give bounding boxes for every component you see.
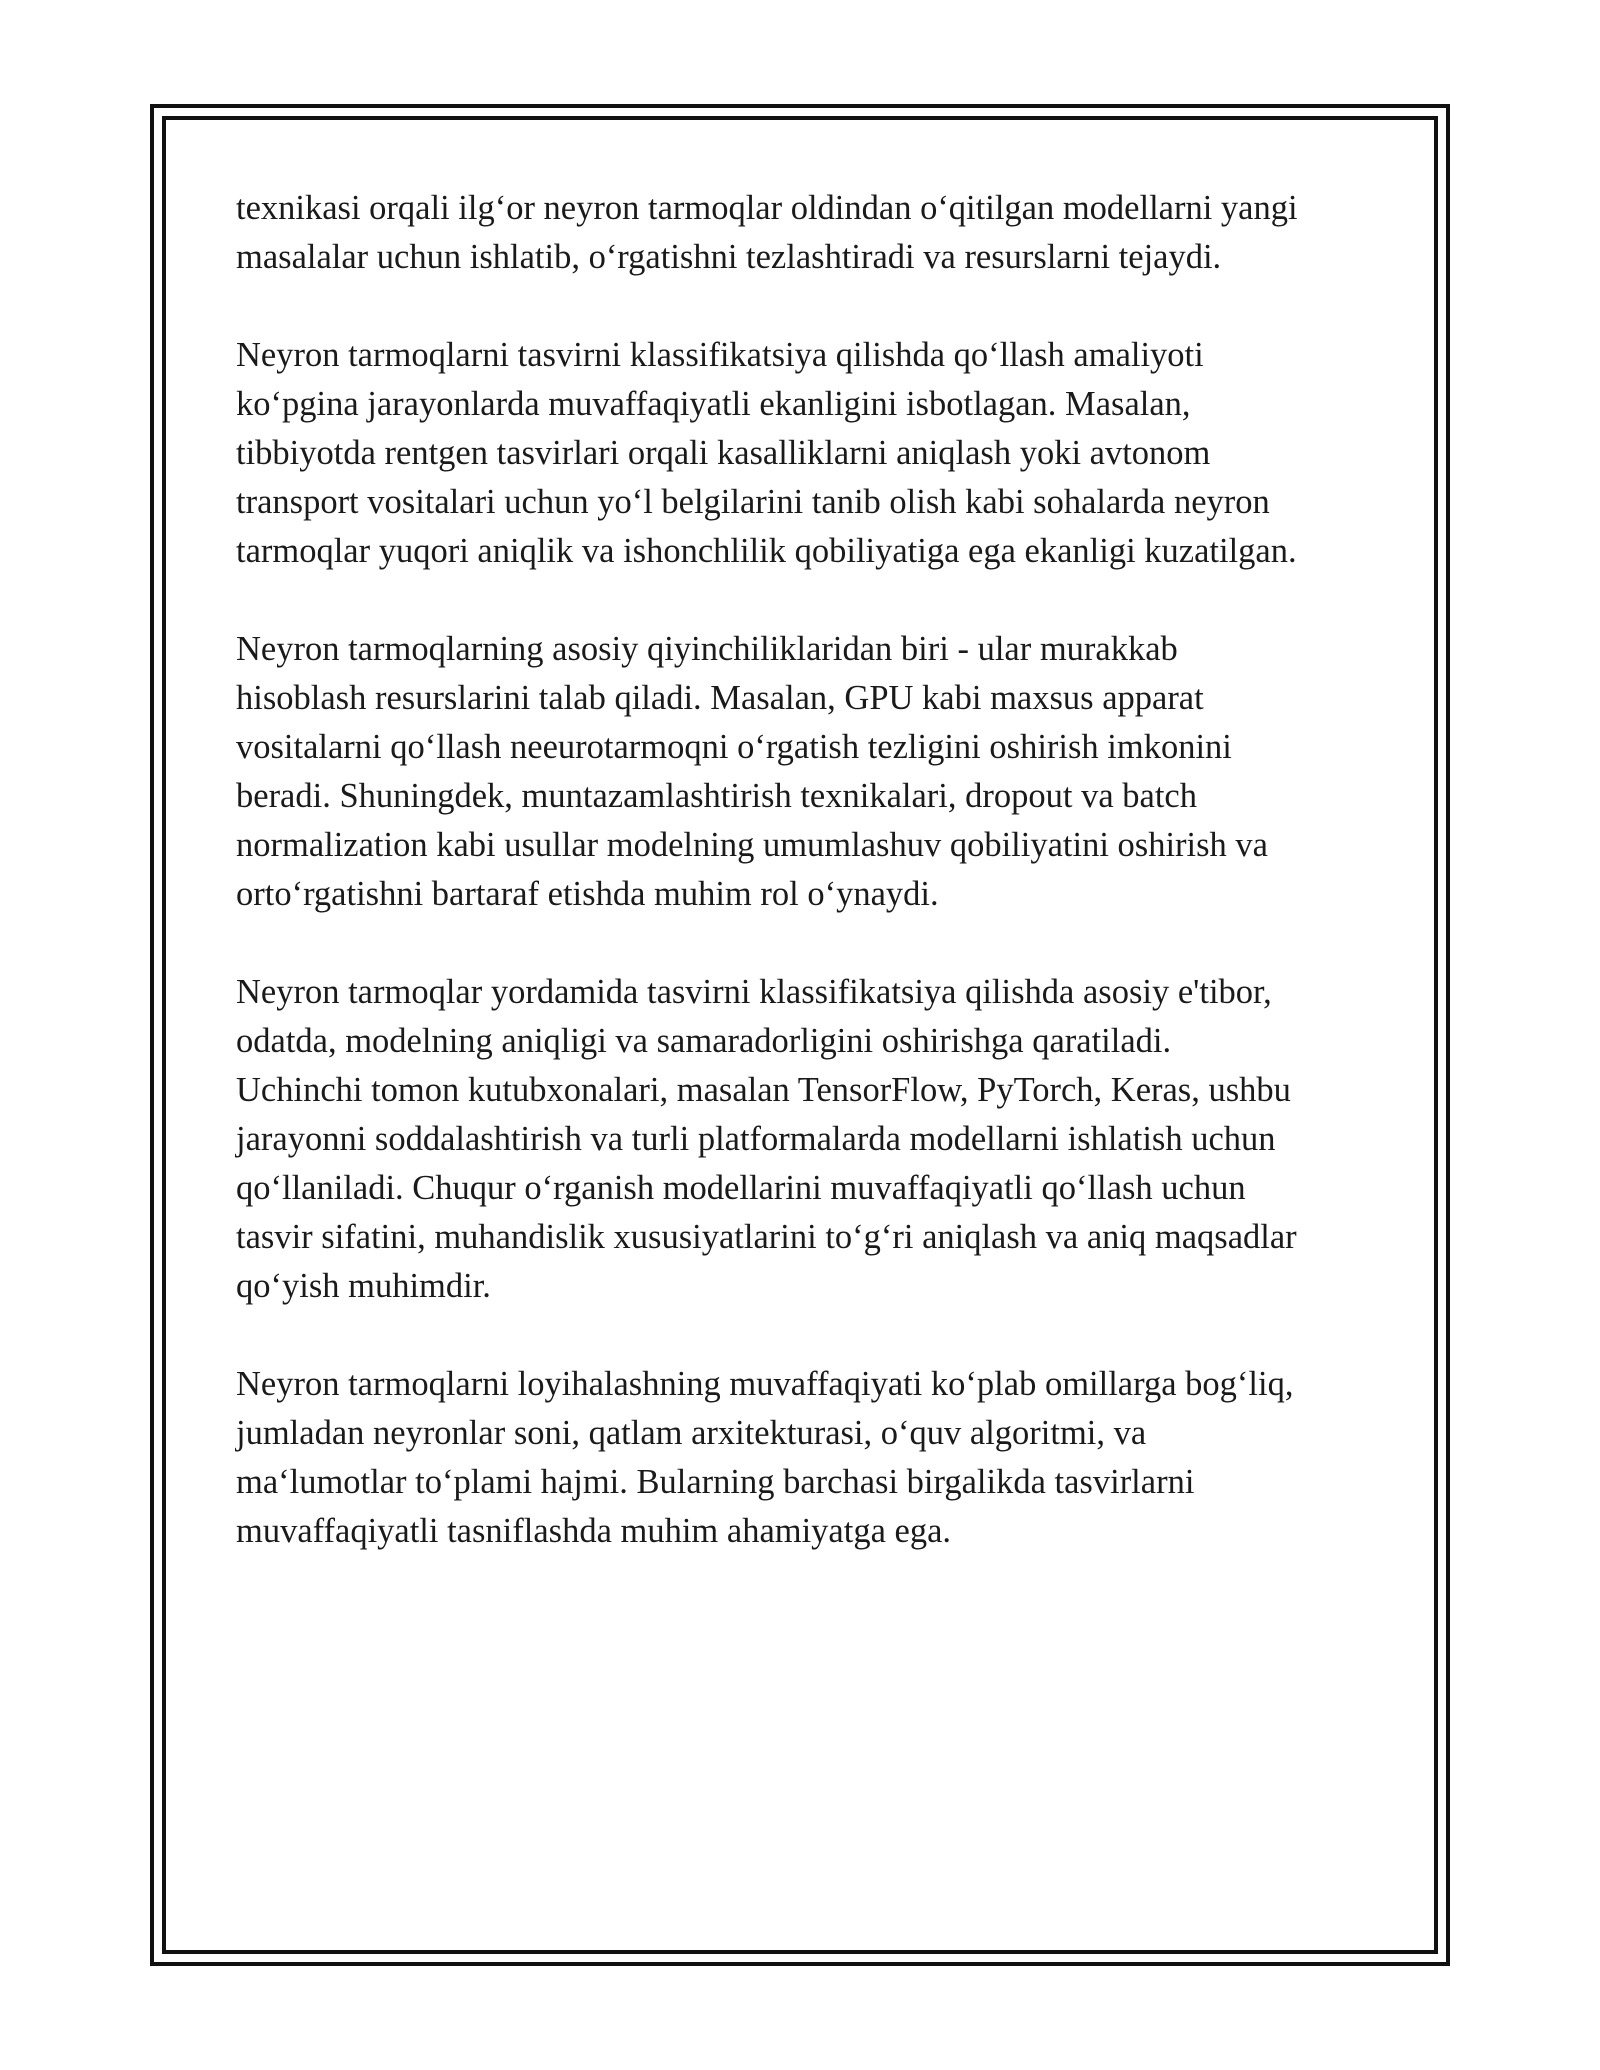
document-body: [236, 184, 1376, 1605]
text-line: Neyron tarmoqlarni loyihalashning muvaffaqiyati koʻplab omillarga bogʻliq,: [236, 1365, 1294, 1403]
text-line: tibbiyotda rentgen tasvirlari orqali kasalliklarni aniqlash yoki avtonom: [236, 434, 1211, 472]
text-line: normalization kabi usullar modelning umumlashuv qobiliyatini oshirish va: [236, 826, 1268, 864]
text-line: odatda, modelning aniqligi va samaradorligini oshirishga qaratiladi.: [236, 1022, 1172, 1060]
text-line: maʻlumotlar toʻplami hajmi. Bularning barchasi birgalikda tasvirlarni: [236, 1463, 1195, 1501]
text-line: texnikasi orqali ilgʻor neyron tarmoqlar oldindan oʻqitilgan modellarni yangi: [236, 189, 1298, 227]
text-line: masalalar uchun ishlatib, oʻrgatishni tezlashtiradi va resurslarni tejaydi.: [236, 238, 1222, 276]
text-line: Uchinchi tomon kutubxonalari, masalan TensorFlow, PyTorch, Keras, ushbu: [236, 1071, 1291, 1109]
paragraph: [236, 625, 1376, 919]
text-line: koʻpgina jarayonlarda muvaffaqiyatli ekanligini isbotlagan. Masalan,: [236, 385, 1191, 423]
text-line: tasvir sifatini, muhandislik xususiyatlarini toʻgʻri aniqlash va aniq maqsadlar: [236, 1218, 1297, 1256]
paragraph: [236, 968, 1376, 1311]
text-line: qoʻllaniladi. Chuqur oʻrganish modellarini muvaffaqiyatli qoʻllash uchun: [236, 1169, 1246, 1207]
text-line: jumladan neyronlar soni, qatlam arxitekturasi, oʻquv algoritmi, va: [236, 1414, 1147, 1452]
text-line: Neyron tarmoqlarni tasvirni klassifikatsiya qilishda qoʻllash amaliyoti: [236, 336, 1204, 374]
paragraph: [236, 184, 1376, 282]
text-line: ortoʻrgatishni bartaraf etishda muhim rol oʻynaydi.: [236, 875, 939, 913]
text-line: jarayonni soddalashtirish va turli platformalarda modellarni ishlatish uchun: [236, 1120, 1276, 1158]
text-line: hisoblash resurslarini talab qiladi. Masalan, GPU kabi maxsus apparat: [236, 679, 1204, 717]
text-line: beradi. Shuningdek, muntazamlashtirish texnikalari, dropout va batch: [236, 777, 1197, 815]
text-line: tarmoqlar yuqori aniqlik va ishonchlilik qobiliyatiga ega ekanligi kuzatilgan.: [236, 532, 1297, 570]
text-line: Neyron tarmoqlarning asosiy qiyinchiliklaridan biri - ular murakkab: [236, 630, 1178, 668]
paragraph: [236, 1360, 1376, 1556]
text-line: muvaffaqiyatli tasniflashda muhim ahamiyatga ega.: [236, 1512, 952, 1550]
text-line: vositalarni qoʻllash neeurotarmoqni oʻrgatish tezligini oshirish imkonini: [236, 728, 1232, 766]
text-line: Neyron tarmoqlar yordamida tasvirni klassifikatsiya qilishda asosiy e'tibor,: [236, 973, 1272, 1011]
text-line: qoʻyish muhimdir.: [236, 1267, 491, 1305]
paragraph: [236, 331, 1376, 576]
text-line: transport vositalari uchun yoʻl belgilarini tanib olish kabi sohalarda neyron: [236, 483, 1270, 521]
